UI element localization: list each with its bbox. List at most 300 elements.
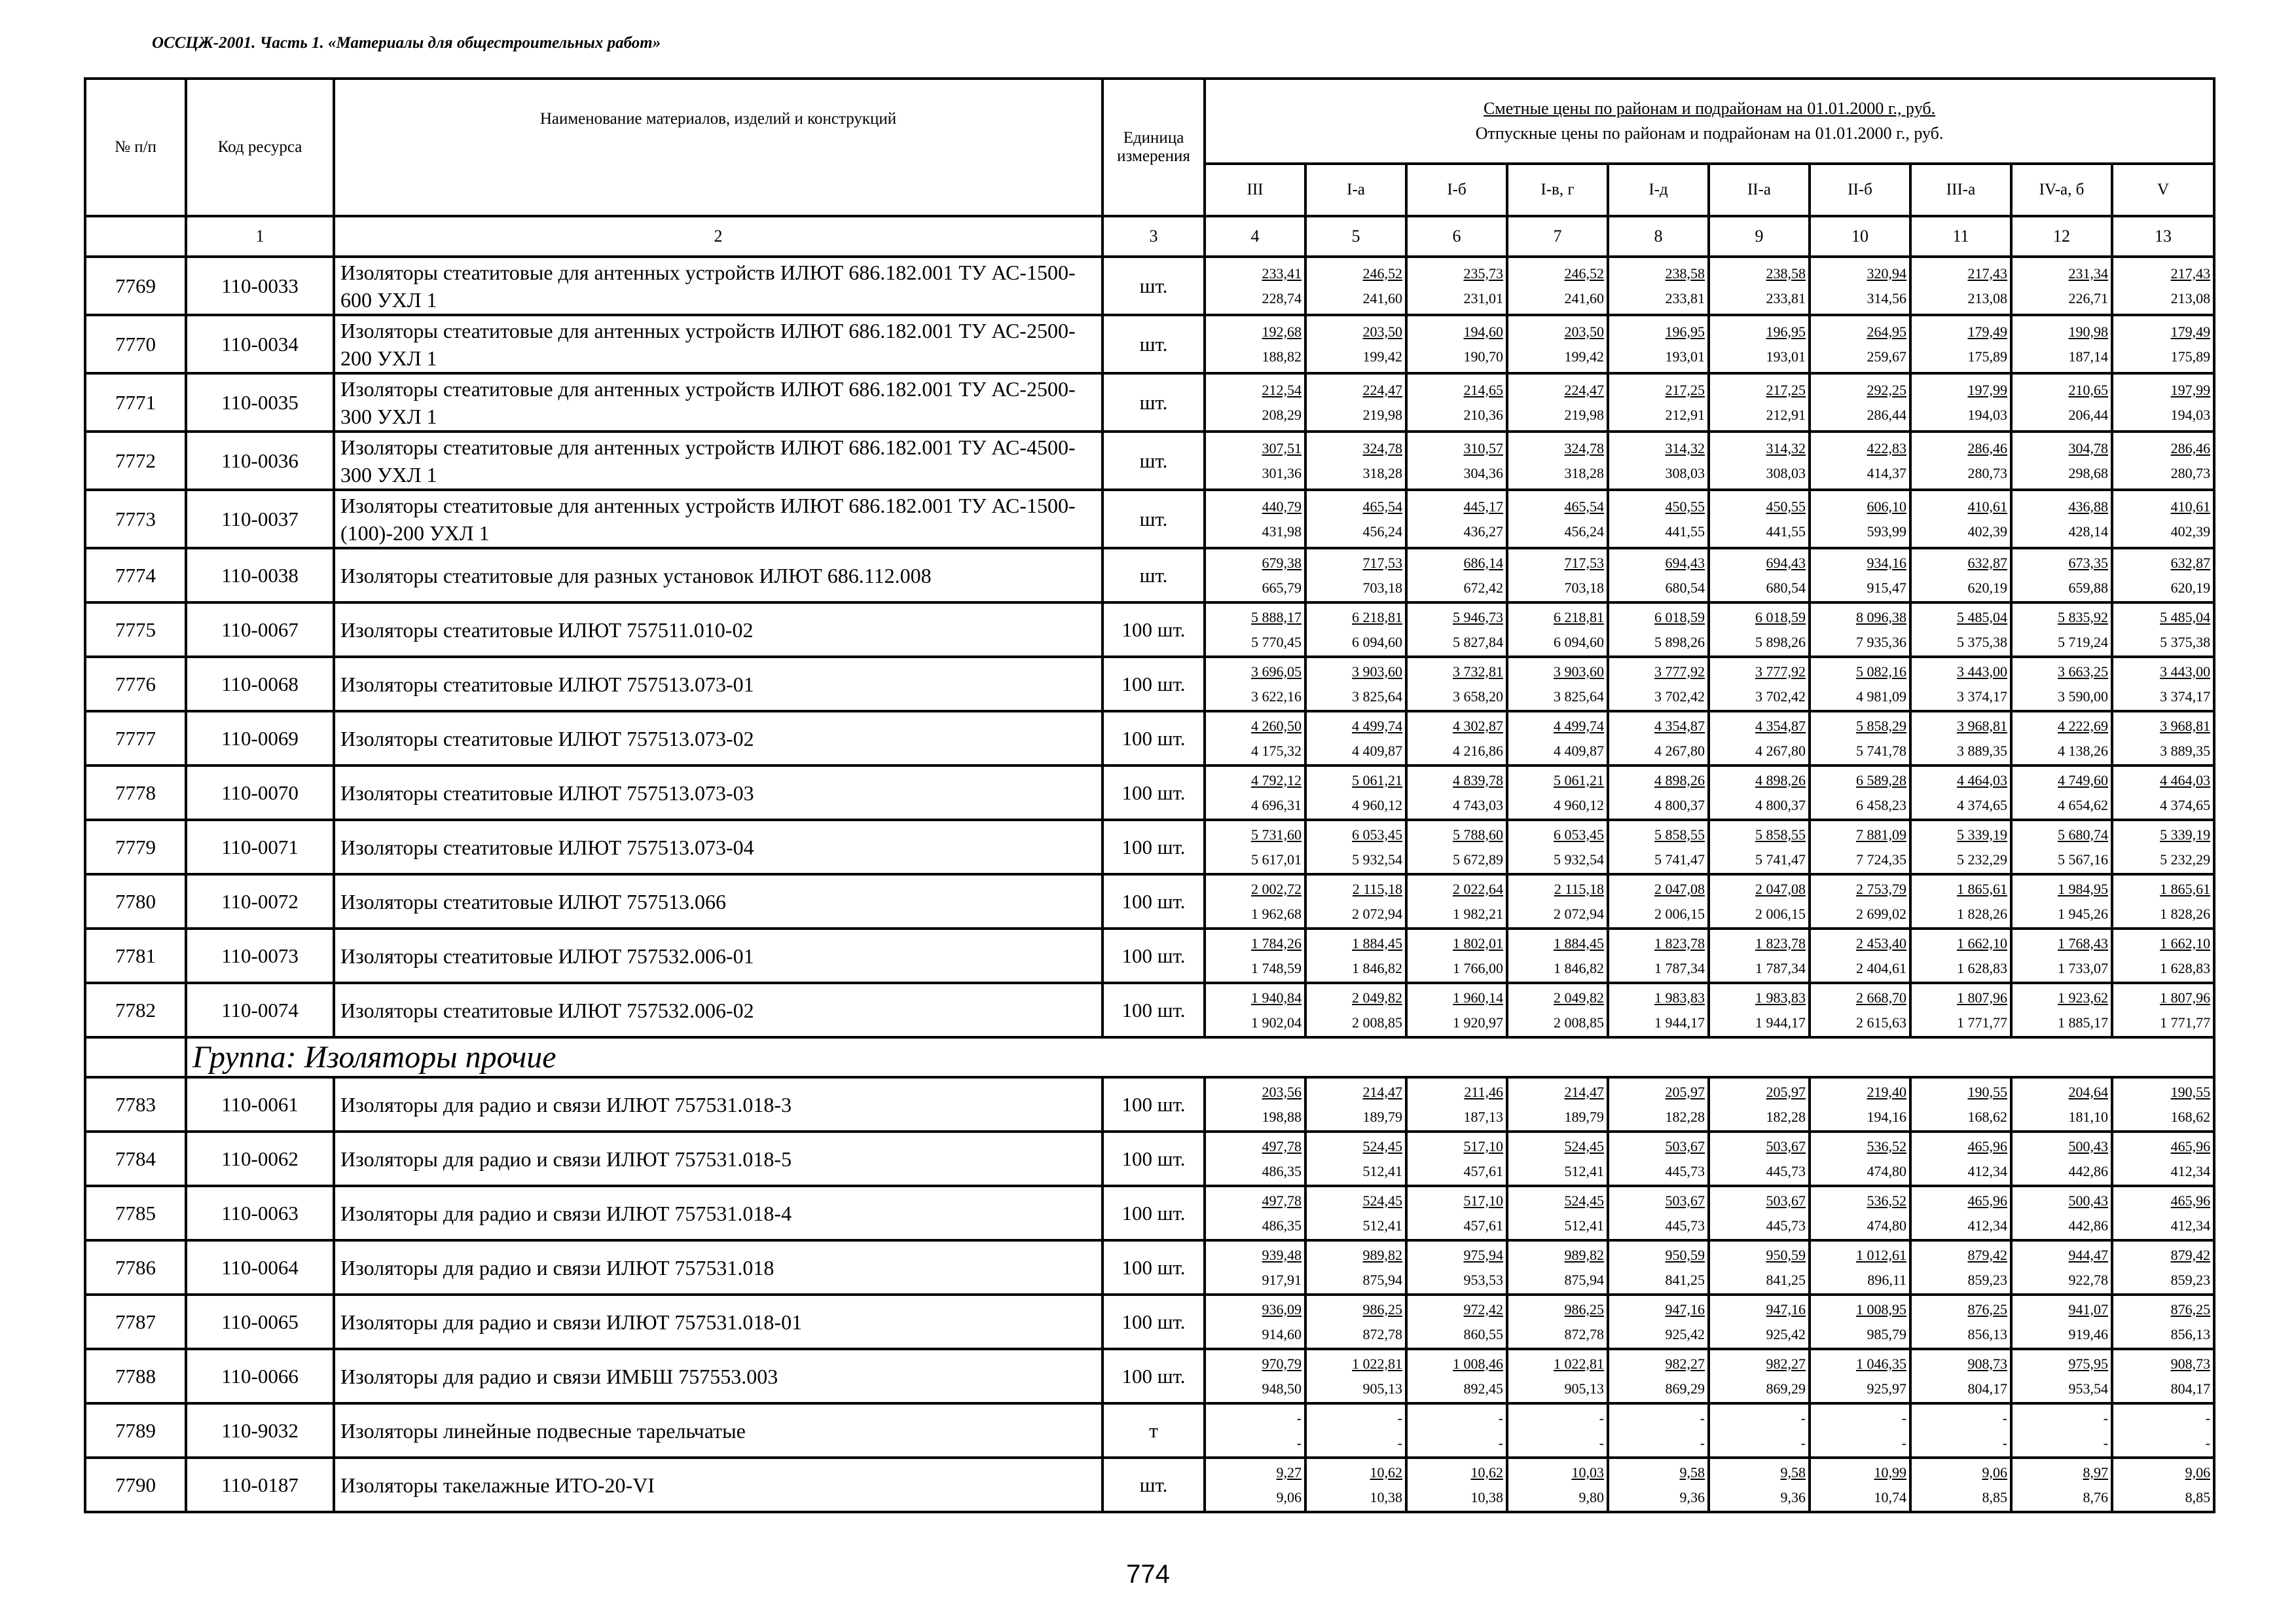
price-cell: [1910, 548, 2011, 602]
release-price: 985,79: [1867, 1325, 1906, 1342]
release-price: 948,50: [1262, 1380, 1302, 1397]
release-price: 620,19: [2170, 579, 2211, 596]
estimate-price: 1 823,78: [1755, 934, 1806, 951]
release-price: 188,82: [1262, 348, 1302, 365]
release-price: 5 232,29: [2160, 851, 2211, 868]
row-number: 7780: [85, 874, 186, 929]
release-price: 9,36: [1780, 1488, 1806, 1505]
price-cell: [1810, 1077, 1910, 1132]
unit-of-measure: 100 шт.: [1102, 1077, 1205, 1132]
release-price: 5 932,54: [1352, 851, 1402, 868]
release-price: 2 615,63: [1856, 1014, 1906, 1031]
estimate-price: 3 968,81: [1957, 717, 2007, 734]
price-cell: [1406, 1240, 1507, 1295]
estimate-price: 3 903,60: [1352, 663, 1402, 680]
estimate-price: 286,46: [1967, 439, 2007, 456]
row-number: 7786: [85, 1240, 186, 1295]
price-cell: [1305, 929, 1406, 983]
estimate-price: 217,43: [2170, 265, 2211, 282]
price-cell: [1406, 1458, 1507, 1512]
estimate-price: 1 022,81: [1352, 1355, 1402, 1372]
price-cell: [1608, 1403, 1709, 1458]
estimate-price: 947,16: [1665, 1301, 1705, 1318]
column-number: 12: [2011, 216, 2112, 257]
estimate-price: 694,43: [1766, 554, 1806, 571]
release-price: 4 216,86: [1453, 742, 1503, 759]
estimate-price: 606,10: [1867, 498, 1906, 515]
price-cell: [1910, 602, 2011, 657]
column-number: 11: [1910, 216, 2011, 257]
row-number: 7782: [85, 983, 186, 1037]
resource-code: 110-0187: [186, 1458, 334, 1512]
row-number: 7772: [85, 432, 186, 490]
estimate-price: 2 115,18: [1554, 880, 1604, 897]
group-row-spacer: [85, 1037, 186, 1077]
price-cell: [1910, 1132, 2011, 1186]
price-cell: [1910, 315, 2011, 373]
price-cell: [1507, 1132, 1608, 1186]
price-cell: [1406, 711, 1507, 766]
release-price: 3 825,64: [1554, 688, 1604, 705]
price-cell: [1305, 1295, 1406, 1349]
release-price: 286,44: [1867, 406, 1906, 423]
release-price: 210,36: [1463, 406, 1503, 423]
release-price: 5 741,47: [1654, 851, 1705, 868]
price-cell: [2112, 1186, 2214, 1240]
estimate-price: 465,96: [1967, 1137, 2007, 1154]
price-cell: [1910, 1186, 2011, 1240]
release-price: 860,55: [1463, 1325, 1503, 1342]
price-cell: [1406, 1132, 1507, 1186]
release-price: 213,08: [2170, 289, 2211, 306]
resource-code: 110-9032: [186, 1403, 334, 1458]
price-cell: [2011, 657, 2112, 711]
price-cell: [1709, 657, 1810, 711]
table-row: [85, 548, 2214, 602]
price-cell: [1608, 373, 1709, 432]
price-cell: [1608, 315, 1709, 373]
estimate-price: 9,06: [1982, 1464, 2007, 1481]
table-row: [85, 874, 2214, 929]
estimate-price: 246,52: [1564, 265, 1604, 282]
estimate-price: 233,41: [1262, 265, 1302, 282]
price-cell: [1406, 257, 1507, 315]
release-price: 445,73: [1766, 1217, 1806, 1234]
release-price: 318,28: [1564, 464, 1604, 481]
price-cell: [1709, 1458, 1810, 1512]
estimate-price: 1 865,61: [2160, 880, 2211, 897]
estimate-price: 194,60: [1463, 323, 1503, 340]
material-name: Изоляторы для радио и связи ИЛЮТ 757531.018-5: [334, 1132, 1102, 1186]
release-price: 925,42: [1665, 1325, 1705, 1342]
row-number: 7771: [85, 373, 186, 432]
release-price: 187,14: [2068, 348, 2108, 365]
material-name: Изоляторы стеатитовые ИЛЮТ 757513.066: [334, 874, 1102, 929]
estimate-price: 211,46: [1464, 1083, 1503, 1100]
unit-of-measure: 100 шт.: [1102, 1186, 1205, 1240]
release-price: 672,42: [1463, 579, 1503, 596]
estimate-price: 524,45: [1362, 1192, 1402, 1209]
price-cell: [1305, 373, 1406, 432]
row-number: 7787: [85, 1295, 186, 1349]
release-price: -: [2103, 1434, 2108, 1451]
price-cell: [2011, 548, 2112, 602]
release-price: -: [1700, 1434, 1705, 1451]
price-cell: [2112, 1458, 2214, 1512]
estimate-price: 307,51: [1262, 439, 1302, 456]
estimate-price: 982,27: [1665, 1355, 1705, 1372]
release-price: 2 008,85: [1352, 1014, 1402, 1031]
price-cell: [1608, 432, 1709, 490]
estimate-price: 989,82: [1362, 1246, 1402, 1263]
release-price: 869,29: [1665, 1380, 1705, 1397]
release-price: 168,62: [2170, 1108, 2211, 1125]
price-cell: [1406, 1295, 1507, 1349]
row-number: 7776: [85, 657, 186, 711]
release-price: 680,54: [1766, 579, 1806, 596]
price-cell: [2011, 983, 2112, 1037]
unit-of-measure: шт.: [1102, 257, 1205, 315]
estimate-price: 10,03: [1571, 1464, 1604, 1481]
release-price: 212,91: [1665, 406, 1705, 423]
price-cell: [2011, 373, 2112, 432]
price-cell: [1507, 315, 1608, 373]
price-cell: [1305, 766, 1406, 820]
release-price: 593,99: [1867, 523, 1906, 540]
release-price: 226,71: [2068, 289, 2108, 306]
estimate-price: 975,94: [1463, 1246, 1503, 1263]
estimate-price: 524,45: [1362, 1137, 1402, 1154]
price-cell: [1608, 1349, 1709, 1403]
price-cell: [1205, 657, 1305, 711]
release-price: 4 267,80: [1654, 742, 1705, 759]
estimate-price: 179,49: [2170, 323, 2211, 340]
estimate-price: 8 096,38: [1856, 608, 1906, 625]
release-price: 412,34: [2170, 1217, 2211, 1234]
price-cell: [1406, 766, 1507, 820]
estimate-price: 6 018,59: [1755, 608, 1806, 625]
estimate-price: 908,73: [1967, 1355, 2007, 1372]
price-cell: [2112, 1132, 2214, 1186]
release-price: 7 935,36: [1856, 633, 1906, 650]
price-cell: [1305, 983, 1406, 1037]
estimate-price: 197,99: [1967, 381, 2007, 398]
release-price: 3 889,35: [2160, 742, 2211, 759]
release-price: 168,62: [1967, 1108, 2007, 1125]
region-header: I-д: [1608, 164, 1709, 216]
unit-of-measure: 100 шт.: [1102, 983, 1205, 1037]
table-row: [85, 766, 2214, 820]
table-row: [85, 432, 2214, 490]
price-cell: [1507, 1240, 1608, 1295]
price-cell: [1305, 432, 1406, 490]
release-price: 1 771,77: [2160, 1014, 2211, 1031]
release-price: 3 658,20: [1453, 688, 1503, 705]
price-cell: [2011, 1077, 2112, 1132]
estimate-price: 2 115,18: [1352, 880, 1402, 897]
estimate-price: 2 668,70: [1856, 989, 1906, 1006]
release-price: 206,44: [2068, 406, 2108, 423]
release-price: 228,74: [1262, 289, 1302, 306]
price-cell: [1507, 766, 1608, 820]
price-cell: [1205, 1186, 1305, 1240]
estimate-price: 679,38: [1262, 554, 1302, 571]
price-cell: [1709, 766, 1810, 820]
table-body-steatite: [85, 257, 2214, 1037]
price-cell: [1709, 1240, 1810, 1295]
estimate-price: 694,43: [1665, 554, 1705, 571]
resource-code: 110-0062: [186, 1132, 334, 1186]
release-price: 5 741,47: [1755, 851, 1806, 868]
estimate-price: 2 049,82: [1352, 989, 1402, 1006]
release-price: 5 232,29: [1957, 851, 2007, 868]
price-cell: [1608, 1186, 1709, 1240]
release-price: 919,46: [2068, 1325, 2108, 1342]
estimate-price: 292,25: [1867, 381, 1906, 398]
estimate-price: 205,97: [1665, 1083, 1705, 1100]
release-price: 308,03: [1665, 464, 1705, 481]
estimate-price: 231,34: [2068, 265, 2108, 282]
resource-code: 110-0064: [186, 1240, 334, 1295]
release-price: 892,45: [1463, 1380, 1503, 1397]
region-header: II-б: [1810, 164, 1910, 216]
estimate-price: 497,78: [1262, 1137, 1302, 1154]
material-name: Изоляторы стеатитовые для антенных устройств ИЛЮТ 686.182.001 ТУ АС-1500-(100)-200 УХЛ 1: [334, 490, 1102, 548]
column-number: 1: [186, 216, 334, 257]
price-cell: [2011, 766, 2112, 820]
release-price: -: [1901, 1434, 1906, 1451]
price-cell: [1507, 874, 1608, 929]
estimate-price: 5 485,04: [2160, 608, 2211, 625]
column-number: 6: [1406, 216, 1507, 257]
release-price: 456,24: [1564, 523, 1604, 540]
unit-of-measure: шт.: [1102, 1458, 1205, 1512]
estimate-price: -: [1296, 1409, 1302, 1426]
release-price: 6 458,23: [1856, 796, 1906, 813]
release-price: 804,17: [1967, 1380, 2007, 1397]
region-header: IV-а, б: [2011, 164, 2112, 216]
estimate-price: 9,27: [1276, 1464, 1302, 1481]
price-cell: [2011, 1186, 2112, 1240]
price-cell: [1305, 1403, 1406, 1458]
estimate-price: 465,96: [1967, 1192, 2007, 1209]
estimate-price: 246,52: [1362, 265, 1402, 282]
price-cell: [1810, 1458, 1910, 1512]
release-price: 5 932,54: [1554, 851, 1604, 868]
row-number: 7775: [85, 602, 186, 657]
estimate-price: 197,99: [2170, 381, 2211, 398]
estimate-price: 196,95: [1665, 323, 1705, 340]
table-row: [85, 657, 2214, 711]
price-cell: [1205, 1240, 1305, 1295]
price-cell: [1406, 657, 1507, 711]
release-price: -: [1599, 1434, 1604, 1451]
price-cell: [2011, 711, 2112, 766]
estimate-price: 4 222,69: [2058, 717, 2108, 734]
release-price: 3 622,16: [1251, 688, 1302, 705]
estimate-price: 1 662,10: [1957, 934, 2007, 951]
release-price: 1 787,34: [1755, 959, 1806, 976]
estimate-price: 324,78: [1362, 439, 1402, 456]
estimate-price: 465,54: [1564, 498, 1604, 515]
release-price: 5 898,26: [1755, 633, 1806, 650]
price-cell: [1810, 602, 1910, 657]
price-cell: [2011, 432, 2112, 490]
release-price: 5 617,01: [1251, 851, 1302, 868]
header-unit: Единица измерения: [1102, 79, 1205, 216]
price-cell: [1305, 1077, 1406, 1132]
release-price: 1 787,34: [1654, 959, 1705, 976]
estimate-price: 908,73: [2170, 1355, 2211, 1372]
price-cell: [1709, 1295, 1810, 1349]
release-price: 241,60: [1564, 289, 1604, 306]
price-cell: [1709, 1186, 1810, 1240]
price-cell: [1709, 1077, 1810, 1132]
estimate-price: 1 008,46: [1453, 1355, 1503, 1372]
release-price: 193,01: [1766, 348, 1806, 365]
material-name: Изоляторы для радио и связи ИЛЮТ 757531.018: [334, 1240, 1102, 1295]
release-price: 402,39: [2170, 523, 2211, 540]
release-price: 219,98: [1564, 406, 1604, 423]
release-price: -: [1397, 1434, 1402, 1451]
price-cell: [1810, 257, 1910, 315]
price-cell: [1910, 820, 2011, 874]
unit-of-measure: 100 шт.: [1102, 820, 1205, 874]
material-name: Изоляторы стеатитовые ИЛЮТ 757513.073-03: [334, 766, 1102, 820]
price-cell: [1507, 1349, 1608, 1403]
release-price: 428,14: [2068, 523, 2108, 540]
price-cell: [2112, 766, 2214, 820]
release-price: 199,42: [1564, 348, 1604, 365]
estimate-price: 214,65: [1463, 381, 1503, 398]
resource-code: 110-0061: [186, 1077, 334, 1132]
release-price: 953,54: [2068, 1380, 2108, 1397]
estimate-price: 219,40: [1867, 1083, 1906, 1100]
price-cell: [1608, 657, 1709, 711]
release-price: 486,35: [1262, 1217, 1302, 1234]
estimate-price: 192,68: [1262, 323, 1302, 340]
price-cell: [1910, 1403, 2011, 1458]
release-price: 925,42: [1766, 1325, 1806, 1342]
estimate-price: 3 732,81: [1453, 663, 1503, 680]
price-cell: [1810, 315, 1910, 373]
unit-of-measure: 100 шт.: [1102, 874, 1205, 929]
estimate-price: 876,25: [2170, 1301, 2211, 1318]
estimate-price: -: [2002, 1409, 2007, 1426]
release-price: 5 375,38: [1957, 633, 2007, 650]
price-cell: [2011, 1240, 2112, 1295]
price-cell: [1709, 929, 1810, 983]
resource-code: 110-0063: [186, 1186, 334, 1240]
price-cell: [1205, 602, 1305, 657]
release-price: 241,60: [1362, 289, 1402, 306]
estimate-price: 324,78: [1564, 439, 1604, 456]
estimate-price: 939,48: [1262, 1246, 1302, 1263]
resource-code: 110-0038: [186, 548, 334, 602]
estimate-price: 989,82: [1564, 1246, 1604, 1263]
region-header: I-в, г: [1507, 164, 1608, 216]
estimate-price: 4 792,12: [1251, 771, 1302, 788]
resource-code: 110-0069: [186, 711, 334, 766]
price-cell: [1305, 1240, 1406, 1295]
price-cell: [1507, 929, 1608, 983]
estimate-price: 214,47: [1362, 1083, 1402, 1100]
price-cell: [1507, 1403, 1608, 1458]
price-cell: [1608, 1240, 1709, 1295]
release-price: 872,78: [1564, 1325, 1604, 1342]
table-row: [85, 602, 2214, 657]
price-cell: [1709, 548, 1810, 602]
resource-code: 110-0037: [186, 490, 334, 548]
row-number: 7774: [85, 548, 186, 602]
estimate-price: 10,62: [1370, 1464, 1402, 1481]
estimate-price: 3 443,00: [1957, 663, 2007, 680]
release-price: 5 770,45: [1251, 633, 1302, 650]
release-price: 314,56: [1867, 289, 1906, 306]
estimate-price: 264,95: [1867, 323, 1906, 340]
release-price: 703,18: [1362, 579, 1402, 596]
estimate-price: 4 839,78: [1453, 771, 1503, 788]
material-name: Изоляторы стеатитовые ИЛЮТ 757513.073-04: [334, 820, 1102, 874]
row-number: 7781: [85, 929, 186, 983]
price-cell: [1910, 929, 2011, 983]
price-cell: [1305, 711, 1406, 766]
estimate-price: 1 923,62: [2058, 989, 2108, 1006]
release-price: -: [2002, 1434, 2007, 1451]
release-price: 9,36: [1679, 1488, 1705, 1505]
price-cell: [2011, 1349, 2112, 1403]
estimate-price: 450,55: [1766, 498, 1806, 515]
release-price: 1 945,26: [2058, 905, 2108, 922]
unit-of-measure: шт.: [1102, 548, 1205, 602]
release-price: 4 409,87: [1352, 742, 1402, 759]
release-price: 8,85: [1982, 1488, 2007, 1505]
estimate-price: 986,25: [1362, 1301, 1402, 1318]
release-price: 412,34: [1967, 1217, 2007, 1234]
estimate-price: 5 339,19: [2160, 826, 2211, 843]
estimate-price: 465,54: [1362, 498, 1402, 515]
estimate-price: -: [1397, 1409, 1402, 1426]
price-cell: [1608, 929, 1709, 983]
price-cell: [1810, 432, 1910, 490]
release-price: 1 846,82: [1352, 959, 1402, 976]
region-header: I-а: [1305, 164, 1406, 216]
estimate-price: 190,55: [2170, 1083, 2211, 1100]
release-price: 3 889,35: [1957, 742, 2007, 759]
table-row: [85, 257, 2214, 315]
release-price: 194,03: [2170, 406, 2211, 423]
estimate-price: 5 858,55: [1755, 826, 1806, 843]
unit-of-measure: 100 шт.: [1102, 602, 1205, 657]
release-price: 190,70: [1463, 348, 1503, 365]
estimate-price: 4 354,87: [1755, 717, 1806, 734]
estimate-price: 422,83: [1867, 439, 1906, 456]
row-number: 7773: [85, 490, 186, 548]
group-title: Группа: Изоляторы прочие: [186, 1037, 2214, 1077]
estimate-price: 503,67: [1665, 1137, 1705, 1154]
price-cell: [2112, 257, 2214, 315]
price-cell: [1709, 257, 1810, 315]
release-price: 4 981,09: [1856, 688, 1906, 705]
price-cell: [1709, 602, 1810, 657]
price-cell: [2011, 1458, 2112, 1512]
release-price: 5 375,38: [2160, 633, 2211, 650]
price-cell: [1608, 1295, 1709, 1349]
release-price: 703,18: [1564, 579, 1604, 596]
price-cell: [1305, 602, 1406, 657]
unit-of-measure: 100 шт.: [1102, 711, 1205, 766]
release-price: 4 800,37: [1654, 796, 1705, 813]
